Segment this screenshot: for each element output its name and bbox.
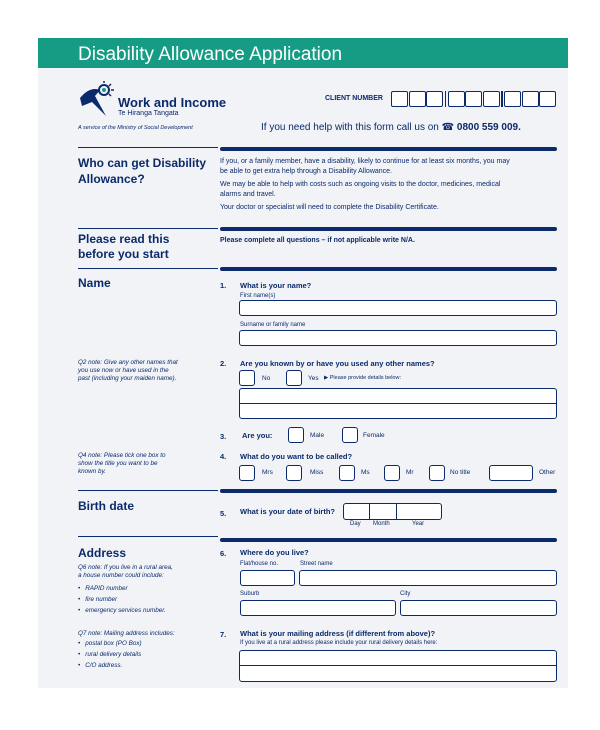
who-p2b: alarms and travel. xyxy=(220,191,276,198)
who-p3: Your doctor or specialist will need to complete the Disability Certificate. xyxy=(220,204,439,211)
q6-label: Where do you live? xyxy=(240,548,309,557)
city-label: City xyxy=(400,591,411,597)
date-of-birth-input[interactable] xyxy=(343,503,442,520)
flat-label: Flat/house no. xyxy=(240,561,279,567)
divider xyxy=(78,490,218,491)
divider xyxy=(78,147,218,148)
note-bullet-text: RAPID number xyxy=(85,585,128,592)
form-title: Disability Allowance Application xyxy=(78,44,343,65)
q2-note-line: you use now or have used in the xyxy=(78,367,169,374)
logo-name: Work and Income xyxy=(118,95,227,110)
client-number-digit[interactable] xyxy=(483,91,500,107)
mrs-checkbox[interactable] xyxy=(239,465,255,481)
q6-number: 6. xyxy=(220,549,227,558)
male-checkbox[interactable] xyxy=(288,427,304,443)
who-heading: Who can get Disability Allowance? xyxy=(78,156,207,186)
q2-note-line: past (including your maiden name). xyxy=(78,375,177,382)
no-title-checkbox[interactable] xyxy=(429,465,445,481)
no-title-label: No title xyxy=(450,469,471,476)
logo-subtitle: Te Hiranga Tangata xyxy=(118,110,179,117)
client-number-digit[interactable] xyxy=(539,91,556,107)
read-heading-2: before you start xyxy=(78,247,169,261)
other-label: Other xyxy=(539,469,556,476)
q4-label: What do you want to be called? xyxy=(240,452,353,461)
year-label: Year xyxy=(412,521,425,527)
q2-yes-label: Yes xyxy=(308,375,319,382)
who-p1: If you, or a family member, have a disability, likely to continue for at least six months, you may xyxy=(220,158,510,165)
note-bullet: • fire number xyxy=(78,596,118,603)
note-bullet-text: postal box (PO Box) xyxy=(85,640,142,647)
suburb-input[interactable] xyxy=(240,600,396,616)
divider xyxy=(220,147,557,151)
male-label: Male xyxy=(310,432,325,439)
q3-number: 3. xyxy=(220,432,227,441)
surname-input[interactable] xyxy=(239,330,557,346)
client-number-digit[interactable] xyxy=(391,91,408,107)
q4-note-line: Q4 note: Please tick one box to xyxy=(78,452,166,459)
note-bullet-text: C/O address. xyxy=(85,662,123,669)
help-text: If you need help with this form call us on xyxy=(261,122,439,133)
divider xyxy=(78,228,218,229)
q7-label: What is your mailing address (if different from above)? xyxy=(240,629,436,638)
q7-subtitle: If you live at a rural address please include your rural delivery details here: xyxy=(240,640,438,646)
q2-yes-checkbox[interactable] xyxy=(286,370,302,386)
other-title-input[interactable] xyxy=(489,465,533,481)
mr-checkbox[interactable] xyxy=(384,465,400,481)
who-text xyxy=(220,157,510,213)
other-names-input[interactable] xyxy=(239,388,557,419)
note-bullet-text: rural delivery details xyxy=(85,651,142,658)
note-bullet: • C/O address. xyxy=(78,662,123,669)
miss-label: Miss xyxy=(310,469,324,476)
divider xyxy=(220,267,557,271)
note-bullet: • postal box (PO Box) xyxy=(78,640,142,647)
mrs-label: Mrs xyxy=(262,469,273,476)
first-name-label: First name(s) xyxy=(240,293,276,299)
q4-number: 4. xyxy=(220,452,227,461)
divider xyxy=(220,489,557,493)
divider xyxy=(78,268,218,269)
q2-note-line: Q2 note: Give any other names that xyxy=(78,359,178,366)
q6-note-line: a house number could include: xyxy=(78,572,164,579)
client-number-digit[interactable] xyxy=(448,91,465,107)
ms-checkbox[interactable] xyxy=(339,465,355,481)
client-number-digit[interactable] xyxy=(409,91,426,107)
note-bullet-text: fire number xyxy=(85,596,118,603)
read-text: Please complete all questions – if not applicable write N/A. xyxy=(220,237,415,244)
q2-no-checkbox[interactable] xyxy=(239,370,255,386)
read-heading-1: Please read this xyxy=(78,232,170,246)
client-number-digit[interactable] xyxy=(522,91,539,107)
client-number-digit[interactable] xyxy=(426,91,443,107)
flat-input[interactable] xyxy=(240,570,295,586)
note-bullet: • rural delivery details xyxy=(78,651,142,658)
phone-icon: ☎ xyxy=(441,122,455,133)
suburb-label: Suburb xyxy=(240,591,260,597)
q2-number: 2. xyxy=(220,359,227,368)
divider xyxy=(220,538,557,542)
q7-note-line: Q7 note: Mailing address includes: xyxy=(78,630,175,637)
address-heading: Address xyxy=(78,546,127,560)
q1-number: 1. xyxy=(220,281,227,290)
q4-note-line: show the title you want to be xyxy=(78,460,158,467)
q7-note xyxy=(78,630,175,671)
client-number-digit[interactable] xyxy=(465,91,482,107)
q4-note xyxy=(78,452,166,476)
q2-details-label: ▶ Please provide details below: xyxy=(324,375,401,381)
divider xyxy=(78,536,218,537)
client-number-digit[interactable] xyxy=(504,91,521,107)
who-p2: We may be able to help with costs such as ongoing visits to the doctor, medicines, medical xyxy=(220,181,501,188)
help-line xyxy=(261,122,521,133)
q2-no-label: No xyxy=(262,375,271,382)
q6-note-line: Q6 note: If you live in a rural area, xyxy=(78,564,173,571)
work-and-income-logo-icon xyxy=(78,80,118,120)
q6-note xyxy=(78,564,173,616)
q2-note xyxy=(78,359,178,383)
mailing-address-input[interactable] xyxy=(239,650,557,682)
q5-number: 5. xyxy=(220,509,227,518)
logo-tagline: A service of the Ministry of Social Development xyxy=(78,125,193,131)
q1-label: What is your name? xyxy=(240,281,312,290)
q5-label: What is your date of birth? xyxy=(240,507,335,516)
note-bullet: • RAPID number xyxy=(78,585,128,592)
month-label: Month xyxy=(373,521,390,527)
first-name-input[interactable] xyxy=(239,300,557,316)
divider xyxy=(220,227,557,231)
name-heading: Name xyxy=(78,276,111,290)
ms-label: Ms xyxy=(361,469,370,476)
female-checkbox[interactable] xyxy=(342,427,358,443)
client-number-separator xyxy=(501,91,503,107)
birth-heading: Birth date xyxy=(78,499,135,513)
street-input[interactable] xyxy=(299,570,557,586)
note-bullet-text: emergency services number. xyxy=(85,607,166,614)
mr-label: Mr xyxy=(406,469,414,476)
city-input[interactable] xyxy=(400,600,557,616)
note-bullet: • emergency services number. xyxy=(78,607,166,614)
surname-label: Surname or family name xyxy=(240,322,306,328)
client-number-field[interactable] xyxy=(391,91,558,107)
street-label: Street name xyxy=(300,561,333,567)
q4-note-line: known by. xyxy=(78,468,106,475)
client-number-label: CLIENT NUMBER xyxy=(325,95,383,102)
q3-label: Are you: xyxy=(242,431,273,440)
who-p1b: be able to get extra help through a Disability Allowance. xyxy=(220,168,392,175)
female-label: Female xyxy=(363,432,385,439)
miss-checkbox[interactable] xyxy=(286,465,302,481)
day-label: Day xyxy=(350,521,361,527)
q7-number: 7. xyxy=(220,630,227,639)
client-number-separator xyxy=(445,91,447,107)
q2-label: Are you known by or have you used any other names? xyxy=(240,359,435,368)
help-phone: 0800 559 009. xyxy=(456,122,521,133)
